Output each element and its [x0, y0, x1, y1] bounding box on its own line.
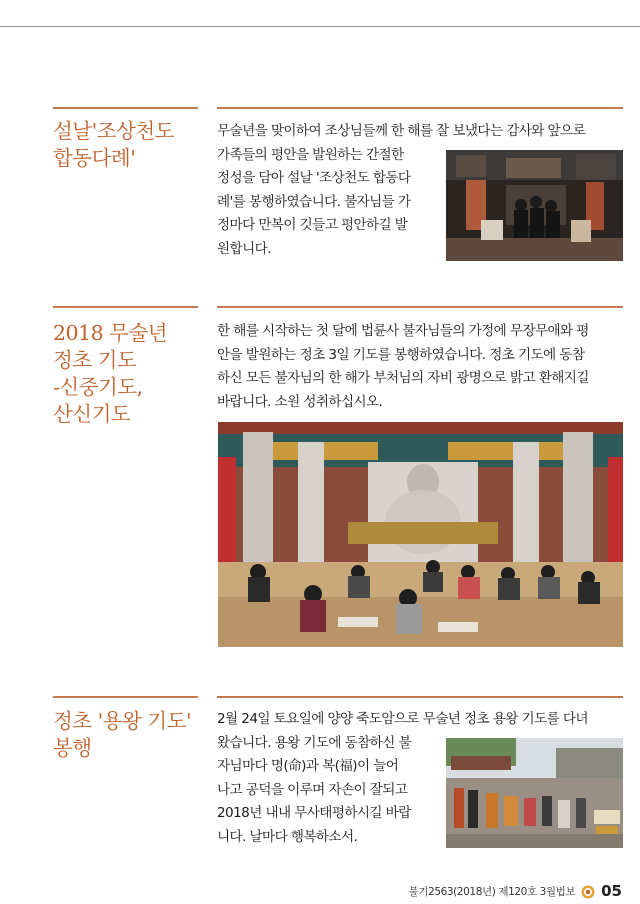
buddha-hall-prayer-photo — [218, 422, 623, 647]
page-footer — [0, 880, 622, 902]
section-2-rule-left — [53, 306, 198, 308]
section-3-body-line: 왔습니다. 용왕 기도에 동참하신 불 — [217, 734, 412, 751]
footer-issue-text: 불기2563(2018년) 제120호 3월법보 — [408, 885, 576, 898]
section-1-body-line: 가족들의 평안을 발원하는 간절한 — [217, 146, 404, 163]
section-1-title-line: 합동다례' — [53, 146, 136, 170]
section-1-body-line: 정마다 만복이 깃들고 평안하길 발 — [217, 217, 408, 233]
section-1-title — [53, 118, 203, 172]
top-rule — [0, 26, 640, 27]
section-2-title — [53, 320, 203, 428]
section-3-body-line: 2월 24일 토요일에 양양 죽도암으로 무술년 정초 용왕 기도를 다녀 — [217, 711, 588, 727]
seaside-dragon-king-prayer-photo — [446, 738, 623, 848]
section-3-body-line: 니다. 날마다 행복하소서. — [217, 828, 358, 845]
section-1-body-line: 례'를 봉행하였습니다. 불자님들 가 — [217, 193, 411, 210]
section-3-body-line: 자님마다 명(命)과 복(福)이 늘어 — [217, 758, 399, 774]
page-number: 05 — [601, 882, 622, 900]
section-1-title-line: 설날'조상천도 — [53, 119, 174, 143]
section-2-title-line: 정초 기도 — [53, 348, 137, 372]
section-1-rule-right — [217, 107, 623, 109]
section-2-title-line: 2018 무술년 — [53, 321, 168, 345]
section-1-rule-left — [53, 107, 198, 109]
section-3-title-line: 봉행 — [53, 736, 92, 760]
temple-memorial-service-photo — [446, 150, 623, 261]
section-3-body-line: 2018년 내내 무사태평하시길 바랍 — [217, 805, 411, 821]
section-1-body-line: 무술년을 맞이하여 조상님들께 한 해를 잘 보냈다는 감사와 앞으로 — [217, 123, 586, 139]
section-1-body-line: 정성을 담아 설날 '조상천도 합동다 — [217, 170, 411, 186]
section-2-body-line: 안을 발원하는 정초 3일 기도를 봉행하였습니다. 정초 기도에 동참 — [217, 346, 585, 363]
section-2-title-line: 산신기도 — [53, 402, 131, 426]
section-2-body-line: 한 해를 시작하는 첫 달에 법륜사 불자님들의 가정에 무장무애와 평 — [217, 323, 589, 339]
section-2-body-line: 바랍니다. 소원 성취하십시오. — [217, 393, 383, 410]
section-3-body-line: 나고 공덕을 이루며 자손이 잘되고 — [217, 781, 408, 798]
section-1-body-line: 원합니다. — [217, 240, 271, 257]
lotus-icon — [581, 884, 595, 898]
section-3-rule-left — [53, 696, 198, 698]
section-2-body — [217, 320, 623, 414]
section-3-title — [53, 708, 203, 762]
section-3-title-line: 정초 '용왕 기도' — [53, 709, 192, 733]
section-2-body-line: 하신 모든 불자님의 한 해가 부처님의 자비 광명으로 밝고 환해지길 — [217, 370, 589, 386]
section-2-title-line: -신중기도, — [53, 375, 143, 399]
section-2-rule-right — [217, 306, 623, 308]
section-3-rule-right — [217, 696, 623, 698]
